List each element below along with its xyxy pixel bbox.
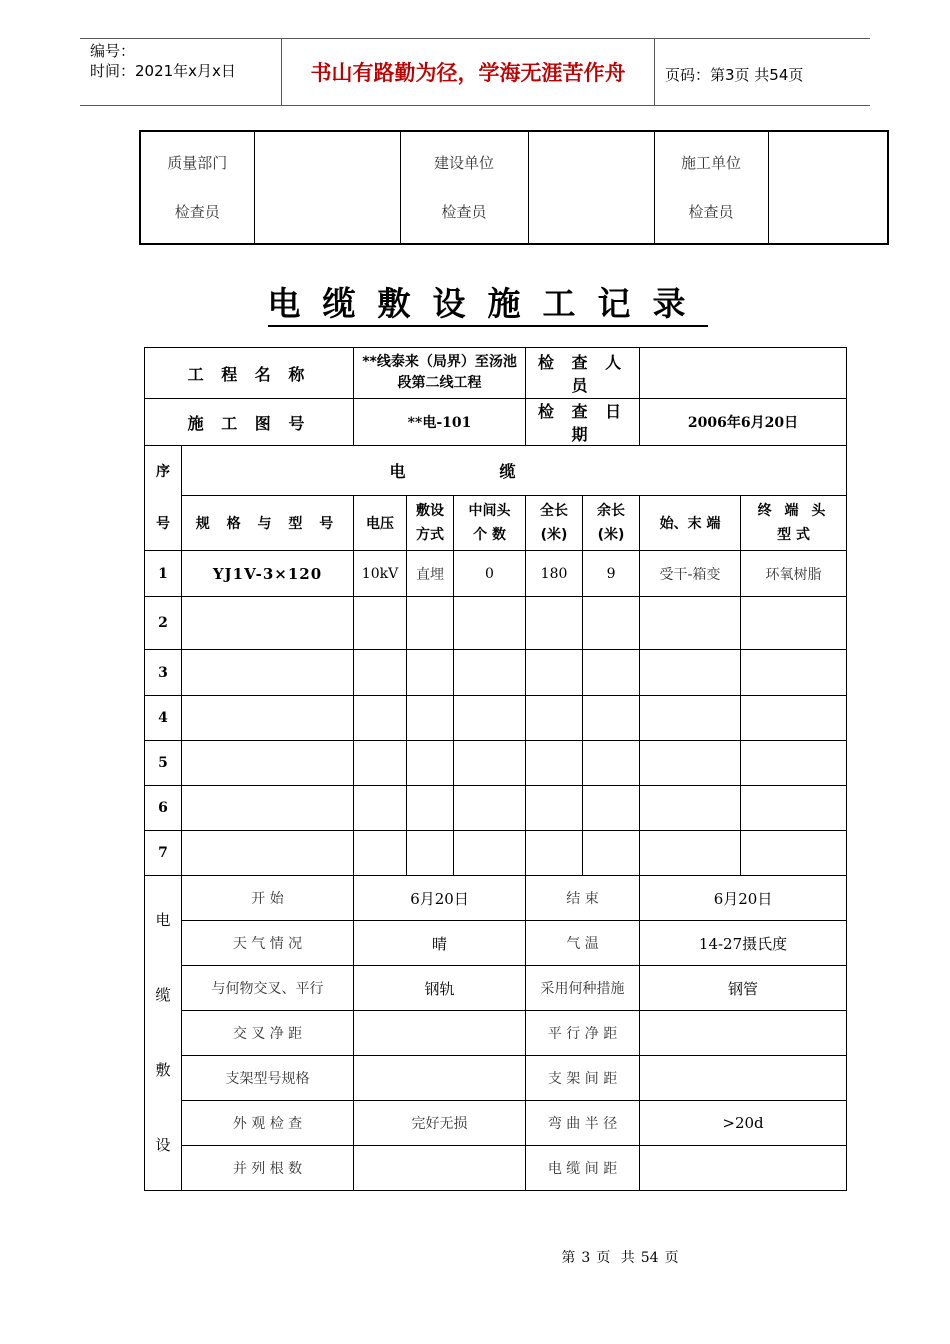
laying-value[interactable]: 晴: [354, 921, 526, 966]
laying-label: 结 束: [526, 876, 640, 921]
sign-label-line2: 检查员: [688, 202, 734, 221]
laying-row: [145, 921, 847, 966]
laying-value[interactable]: [640, 1056, 847, 1101]
cell-method[interactable]: [407, 696, 454, 741]
cell-joints[interactable]: [454, 831, 526, 876]
table-row: [145, 786, 847, 831]
cell-method[interactable]: [407, 597, 454, 650]
cell-spec[interactable]: [182, 597, 354, 650]
col-spare: 余长 (米): [583, 496, 640, 551]
cell-voltage[interactable]: [354, 786, 407, 831]
project-name-label: 工 程 名 称: [145, 348, 354, 399]
table-row: [145, 696, 847, 741]
cell-voltage[interactable]: [354, 597, 407, 650]
cell-length[interactable]: [526, 597, 583, 650]
cell-spare[interactable]: [583, 597, 640, 650]
cell-termination[interactable]: [741, 597, 847, 650]
sign-label-line2: 检查员: [441, 202, 487, 221]
cell-length[interactable]: [526, 786, 583, 831]
laying-label: 气 温: [526, 921, 640, 966]
cable-group-label-right: 缆: [526, 446, 847, 496]
laying-value[interactable]: 6月20日: [354, 876, 526, 921]
signature-label-quality: [140, 131, 254, 244]
cell-joints[interactable]: 0: [454, 551, 526, 597]
sign-label-line1: 质量部门: [167, 153, 228, 172]
cell-spec[interactable]: [182, 831, 354, 876]
cell-termination[interactable]: [741, 831, 847, 876]
laying-label: 采用何种措施: [526, 966, 640, 1011]
laying-value[interactable]: 完好无损: [354, 1101, 526, 1146]
cell-length[interactable]: [526, 696, 583, 741]
signature-label-construction-owner: [400, 131, 528, 244]
cell-spare[interactable]: [583, 741, 640, 786]
row-no: 6: [145, 786, 182, 831]
project-name-line1: **线泰来（局界）至汤池: [362, 354, 517, 370]
cell-termination[interactable]: [741, 786, 847, 831]
cell-method[interactable]: [407, 741, 454, 786]
cell-ends[interactable]: [640, 597, 741, 650]
laying-value[interactable]: [354, 1011, 526, 1056]
cell-voltage[interactable]: [354, 696, 407, 741]
inspect-date-label: 检 查 日 期: [526, 399, 640, 446]
header-divider: [654, 38, 655, 105]
project-name-line2: 段第二线工程: [397, 375, 482, 391]
signature-table: [139, 130, 889, 245]
cable-group-header: [145, 446, 847, 496]
row-no: 7: [145, 831, 182, 876]
cell-voltage[interactable]: [354, 741, 407, 786]
cell-length[interactable]: 180: [526, 551, 583, 597]
cell-ends[interactable]: [640, 650, 741, 696]
cell-length[interactable]: [526, 650, 583, 696]
table-row: [145, 551, 847, 597]
laying-label: 支架型号规格: [182, 1056, 354, 1101]
signature-box-contractor[interactable]: [768, 131, 888, 244]
laying-row: [145, 1101, 847, 1146]
laying-label: 弯 曲 半 径: [526, 1101, 640, 1146]
signature-box-quality[interactable]: [254, 131, 400, 244]
cell-joints[interactable]: [454, 741, 526, 786]
seq-header: [145, 446, 182, 551]
laying-row: [145, 1146, 847, 1191]
laying-row: [145, 1056, 847, 1101]
laying-label: 开 始: [182, 876, 354, 921]
cell-joints[interactable]: [454, 597, 526, 650]
cell-ends[interactable]: [640, 696, 741, 741]
cell-voltage[interactable]: 10kV: [354, 551, 407, 597]
header-motto: 书山有路勤为径，学海无涯苦作舟: [310, 60, 626, 85]
laying-side-label: 电 缆 敷 设: [145, 876, 182, 1191]
doc-number-label: 编号：: [90, 42, 136, 60]
doc-time-label: 时间：2021年x月x日: [90, 62, 236, 80]
col-termination: 终 端 头 型 式: [741, 496, 847, 551]
drawing-no-label: 施 工 图 号: [145, 399, 354, 446]
cell-termination[interactable]: 环氧树脂: [741, 551, 847, 597]
sign-label-line2: 检查员: [174, 202, 220, 221]
cell-ends[interactable]: [640, 831, 741, 876]
col-length: 全长 (米): [526, 496, 583, 551]
sign-label-line1: 建设单位: [433, 153, 494, 172]
laying-label: 电 缆 间 距: [526, 1146, 640, 1191]
cell-method[interactable]: [407, 831, 454, 876]
cell-joints[interactable]: [454, 786, 526, 831]
col-joints: 中间头 个 数: [454, 496, 526, 551]
cell-termination[interactable]: [741, 741, 847, 786]
laying-row: [145, 966, 847, 1011]
cell-spec[interactable]: [182, 696, 354, 741]
cell-joints[interactable]: [454, 696, 526, 741]
cell-spec[interactable]: [182, 786, 354, 831]
cell-spare[interactable]: 9: [583, 551, 640, 597]
page-footer: 第 3 页 共 54 页: [561, 1250, 679, 1266]
laying-row: [145, 876, 847, 921]
laying-value[interactable]: [354, 1146, 526, 1191]
cell-method[interactable]: [407, 786, 454, 831]
inspector-label: 检 查 人 员: [526, 348, 640, 399]
cell-spare[interactable]: [583, 696, 640, 741]
laying-label: 支 架 间 距: [526, 1056, 640, 1101]
laying-value[interactable]: [640, 1011, 847, 1056]
col-method: 敷设 方式: [407, 496, 454, 551]
col-spec: 规 格 与 型 号: [182, 496, 354, 551]
cell-length[interactable]: [526, 741, 583, 786]
cell-spec[interactable]: [182, 650, 354, 696]
laying-value[interactable]: 14-27摄氏度: [640, 921, 847, 966]
cell-spec[interactable]: [182, 741, 354, 786]
laying-label: 并 列 根 数: [182, 1146, 354, 1191]
cable-column-headers: [145, 496, 847, 551]
row-no: 5: [145, 741, 182, 786]
cell-spare[interactable]: [583, 786, 640, 831]
page-title: 电缆敷设施工记录: [0, 278, 950, 325]
laying-value[interactable]: 钢管: [640, 966, 847, 1011]
page-indicator: 页码：第3页 共54页: [665, 66, 804, 84]
sign-label-line1: 施工单位: [680, 153, 741, 172]
row-no: 3: [145, 650, 182, 696]
cell-method[interactable]: 直埋: [407, 551, 454, 597]
table-row: [145, 597, 847, 650]
laying-value[interactable]: >20d: [640, 1101, 847, 1146]
seq-header-bottom: 号: [156, 516, 170, 532]
laying-value[interactable]: [354, 1056, 526, 1101]
laying-label: 外 观 检 查: [182, 1101, 354, 1146]
signature-box-construction-owner[interactable]: [528, 131, 654, 244]
cell-ends[interactable]: [640, 741, 741, 786]
info-row-drawing: [145, 399, 847, 446]
row-no: 1: [145, 551, 182, 597]
laying-label: 与何物交叉、平行: [182, 966, 354, 1011]
laying-value[interactable]: 6月20日: [640, 876, 847, 921]
table-row: [145, 650, 847, 696]
laying-label: 天 气 情 况: [182, 921, 354, 966]
seq-header-top: 序: [156, 464, 170, 480]
table-row: [145, 831, 847, 876]
row-no: 2: [145, 597, 182, 650]
col-ends: 始、末 端: [640, 496, 741, 551]
project-name-value: [354, 348, 526, 399]
cell-ends[interactable]: 受干-箱变: [640, 551, 741, 597]
cell-voltage[interactable]: [354, 831, 407, 876]
drawing-no-value: **电-101: [354, 399, 526, 446]
laying-value[interactable]: 钢轨: [354, 966, 526, 1011]
info-row-project: [145, 348, 847, 399]
laying-row: [145, 1011, 847, 1056]
cell-ends[interactable]: [640, 786, 741, 831]
col-voltage: 电压: [354, 496, 407, 551]
cell-termination[interactable]: [741, 696, 847, 741]
row-no: 4: [145, 696, 182, 741]
cell-spare[interactable]: [583, 831, 640, 876]
cell-voltage[interactable]: [354, 650, 407, 696]
laying-label: 交 叉 净 距: [182, 1011, 354, 1056]
cell-joints[interactable]: [454, 650, 526, 696]
cell-length[interactable]: [526, 831, 583, 876]
header-bottom-rule: [80, 105, 870, 106]
cell-termination[interactable]: [741, 650, 847, 696]
cable-group-label-left: 电: [182, 446, 526, 496]
inspect-date-value: 2006年6月20日: [640, 399, 847, 446]
inspector-value[interactable]: [640, 348, 847, 399]
cable-record-table: [144, 347, 847, 1191]
signature-label-contractor: [654, 131, 768, 244]
cell-spare[interactable]: [583, 650, 640, 696]
table-row: [145, 741, 847, 786]
laying-value[interactable]: [640, 1146, 847, 1191]
cell-method[interactable]: [407, 650, 454, 696]
cell-spec[interactable]: YJ1V-3×120: [182, 551, 354, 597]
laying-label: 平 行 净 距: [526, 1011, 640, 1056]
